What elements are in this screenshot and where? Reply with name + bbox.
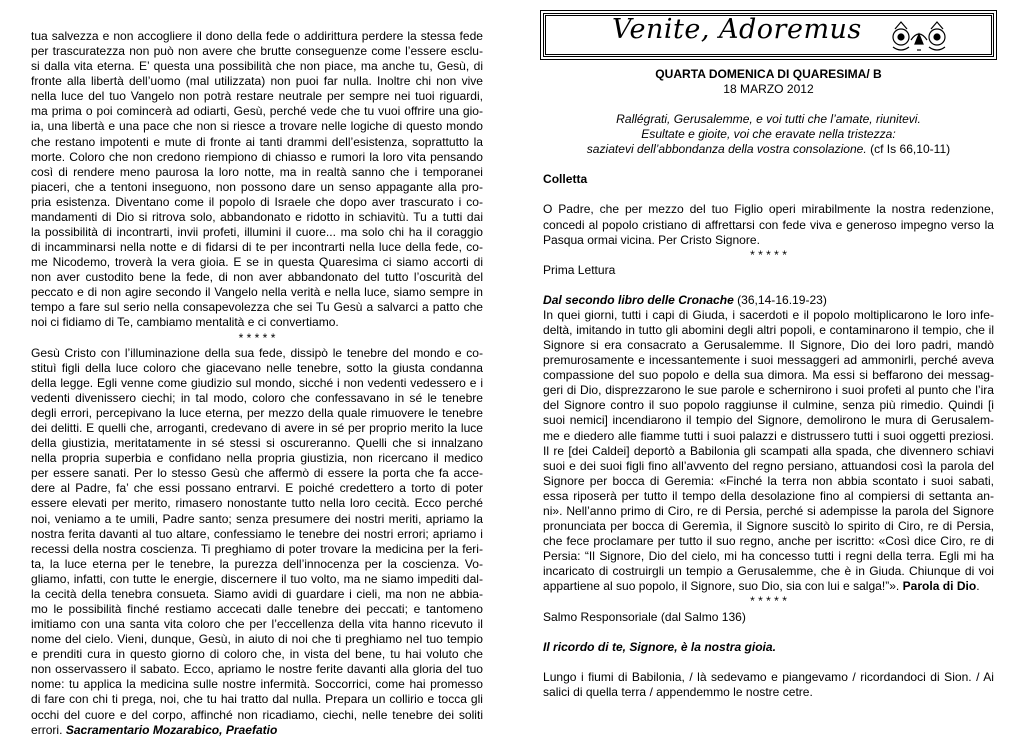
text-line: me Nicodemo, troverà la vera gioia. E se in questa Quaresima ci siamo accorti di xyxy=(31,255,483,270)
text-line: Il re [dei Caldei] deportò a Babilonia gli scampati alla spada, che divennero schiavi xyxy=(543,443,994,458)
text-line: per essere sanati. Per lo stesso Gesù che affermò di essere la porta che fa acce- xyxy=(31,466,483,481)
last-line-text: errori. xyxy=(31,722,66,737)
text-line: peccato e di non agire secondo il Vangelo nella verità e nella luce, siamo sempre in xyxy=(31,285,483,300)
text-line: essa riposerà per tutto il tempo della desolazione fino al compiersi di settanta an- xyxy=(543,488,994,503)
antiphon-reference: (cf Is 66,10-11) xyxy=(866,142,951,157)
text-line: incaricato di costruirgli un tempio a Gerusalemme, che è in Giuda. Chiunque di voi xyxy=(543,564,994,579)
date: 18 MARZO 2012 xyxy=(723,82,814,97)
text-line: dere al Padre, fa’ che essi possano entrarvi. E poiché credettero a torto di poter xyxy=(31,481,483,496)
text-line: non aver custodito bene la fede, di non aver abbandonato del tutto l’oscurità del xyxy=(31,270,483,285)
reading-end-punct: . xyxy=(976,579,980,594)
prefatio-paragraph xyxy=(31,346,483,723)
text-line: così di rendere meno paurosa la loro notte, ma in realtà sanno che i temporanei xyxy=(31,164,483,179)
text-line: gliamo, infatti, con tutte le energie, discernere il tuo volto, ma ne siamo impediti dal- xyxy=(31,571,483,586)
text-line: essere elevati per merito, rimasero nonostante tutto nella loro cecità. Ecco perché xyxy=(31,496,483,511)
text-line: dei delitti. E quelli che, arroganti, credevano di avere in sé per proprio merito la luce xyxy=(31,421,483,436)
salmo-label: Salmo Responsoriale (dal Salmo 136) xyxy=(543,609,746,624)
text-line: che fece proclamare per tutto il suo regno, anche per iscritto: «Così dice Ciro, re di xyxy=(543,534,994,549)
colletta-heading: Colletta xyxy=(543,172,588,187)
text-line: noi, veniamo a te umili, Padre santo; senza presumere dei nostri meriti, apriamo la xyxy=(31,511,483,526)
text-line: ma prima o poi comincerà ad odiarti, Gesù, perché vede che tu vuoi offrire una gio- xyxy=(31,104,483,119)
text-line: la cecità della tenebra consueta. Siamo avidi di guardare i cieli, ma non ne abbia- xyxy=(31,586,483,601)
text-line: di incamminarsi nella notte e di fidarsi di te per incontrarti nella luce della fede, co- xyxy=(31,240,483,255)
salmo-refrain: Il ricordo di te, Signore, è la nostra gioia. xyxy=(543,639,776,654)
text-line: piaceri, che a tentoni inseguono, non possono dare un senso appagante alla pro- xyxy=(31,179,483,194)
text-line: della giustizia, meritatamente in sé stessi si oscureranno. Quelli che si innalzano xyxy=(31,436,483,451)
prima-lettura-label: Prima Lettura xyxy=(543,262,616,277)
text-line: premurosamente e incessantemente i suoi messaggeri ad ammonirli, perché aveva xyxy=(543,353,994,368)
text-line: ni». Nell’anno primo di Ciro, re di Persia, perché si adempisse la parola del Signore xyxy=(543,503,994,518)
text-line: nella propria superbia e confidano nella propria giustizia, non ricercano il medico xyxy=(31,451,483,466)
masthead xyxy=(543,13,994,57)
text-line: me e diedero alle fiamme tutti i suoi palazzi e distrussero tutti i suoi oggetti preziosi. xyxy=(543,428,994,443)
text-line: In quei giorni, tutti i capi di Giuda, i sacerdoti e il popolo moltiplicarono le loro infe- xyxy=(543,307,994,322)
section-separator: * * * * * xyxy=(750,247,787,262)
text-line: del Signore contro il suo popolo raggiunse il culmine, senza più rimedio. Quindi [i xyxy=(543,398,994,413)
reading-last-text: appartiene al suo popolo, il Signore, suo Dio, sia con lui e salga!”». xyxy=(543,579,903,594)
text-line: mandamenti di Dio si ritrova solo, abbandonato e ridotto in schiavitù. Tu a tutti dai xyxy=(31,209,483,224)
text-line: per trascuratezza non può non avere che brutte conseguenze come l’essere esclu- xyxy=(31,44,483,59)
salmo-text xyxy=(543,670,994,700)
text-line: geri di Dio, disprezzarono le sue parole e schernirono i suoi profeti al punto che l’ira xyxy=(543,383,994,398)
reading-last-line xyxy=(543,579,994,594)
text-line: stituì figli della luce coloro che giacevano nelle tenebre, sotto la giusta condanna xyxy=(31,360,483,375)
text-line: di fare con chi ti prega, noi, che tu hai tratto dal nulla. Prepara un collirio e tocca gli xyxy=(31,692,483,707)
ornamental-emblem-icon xyxy=(887,20,951,58)
text-line: tempo a fare sul serio nella consapevolezza che sei Tu Gesù a salvarci a patto che xyxy=(31,300,483,315)
text-line: fronte alla libertà dell’uomo (mal utilizzata) non puoi far nulla. Inoltre chi non vive xyxy=(31,74,483,89)
antiphon-line xyxy=(543,142,994,157)
text-line: si dalla vita eterna. E’ questa una possibilità che non piace, ma anche tu, Gesù, di xyxy=(31,59,483,74)
text-line: pria esistenza. Diventano come il popolo di Israele che dopo aver trascurato i co- xyxy=(31,194,483,209)
text-line: mo le possibilità finché restiamo accecati dalle tenebre dei peccati; e tantomeno xyxy=(31,601,483,616)
text-line: vedenti divenissero ciechi; in tal modo, coloro che confessavano in sé le tenebre xyxy=(31,390,483,405)
text-line: ta, la luce eterna per le tenebre, la purezza dell’innocenza per la coscienza. Vo- xyxy=(31,556,483,571)
text-line: compassione del suo popolo e della sua dimora. Ma essi si beffarono dei messag- xyxy=(543,368,994,383)
text-line: degli errori, percepivano la luce eterna, per mezzo della quale rimuovere le tenebre xyxy=(31,405,483,420)
masthead-title: Venite, Adoremus xyxy=(612,14,862,45)
text-line: e prenditi cura in questo giorno di coloro che, in vista del bene, tu hai voluto che xyxy=(31,647,483,662)
text-line: occhi del cuore e del corpo, affinché non ricadiamo, ciechi, nelle tenebre dei soliti xyxy=(31,707,483,722)
text-line: nome del cielo. Vieni, dunque, Gesù, in aiuto di noi che ti preghiamo nel tuo tempio xyxy=(31,632,483,647)
reading-text xyxy=(543,308,994,579)
text-line: Pasqua ormai vicina. Per Cristo Signore. xyxy=(543,232,760,247)
antiphon-text: saziatevi dell’abbondanza della vostra consolazione. xyxy=(586,142,867,157)
source-citation: Sacramentario Mozarabico, Praefatio xyxy=(65,722,278,737)
antiphon-line: Esultate e gioite, voi che eravate nella tristezza: xyxy=(641,127,896,142)
text-line: nome: tu applica la medicina sulle nostre infermità. Soccorrici, come hai promesso xyxy=(31,677,483,692)
text-line: suoi e dei suoi figli fino all’avvento del regno persiano, attuandosi così la parola del xyxy=(543,458,994,473)
right-column xyxy=(543,13,994,700)
occasion-title: QUARTA DOMENICA DI QUARESIMA/ B xyxy=(655,67,882,81)
text-line: salici di quella terra / appendemmo le nostre cetre. xyxy=(543,684,813,699)
text-line: pronunciata per bocca di Geremìa, il Signore suscitò lo spirito di Ciro, re di Persia, xyxy=(543,519,994,534)
text-line: concedi al popolo cristiano di affrettarsi con fede viva e generoso impegno verso la xyxy=(543,217,994,232)
text-line: noi ci fidiamo di Te, cambiamo mentalità e ci convertiamo. xyxy=(31,315,339,330)
text-line: Signore per bocca di Geremia: «Finché la terra non abbia scontato i suoi sabati, xyxy=(543,473,994,488)
text-line: Signore si era consacrato a Gerusalemme. Il Signore, Dio dei loro padri, mandò xyxy=(543,338,994,353)
reflection-paragraph xyxy=(31,29,483,331)
section-separator: * * * * * xyxy=(238,330,276,345)
text-line: Lungo i fiumi di Babilonia, / là sedevamo e piangevamo / ricordandoci di Sion. / Ai xyxy=(543,669,994,684)
colletta-text xyxy=(543,202,994,247)
text-line: suoi nemici] incendiarono il tempio del Signore, demolirono le mura di Gerusalem- xyxy=(543,413,994,428)
text-line: Persia: “Il Signore, Dio del cielo, mi ha concesso tutti i regni della terra. Egli mi ha xyxy=(543,549,994,564)
text-line: tua salvezza e non accogliere il dono della fede o addirittura perdere la stessa fede xyxy=(31,29,483,43)
text-line: non osservassero il sabato. Ecco, apriamo le nostre ferite davanti alla gloria del tuo xyxy=(31,662,483,677)
reading-reference: (36,14-16.19-23) xyxy=(733,292,827,307)
text-line: nostra ferita davanti al tuo altare, confessiamo le tenebre dei nostri errori; apriamo i xyxy=(31,526,483,541)
text-line: della legge. Egli venne come giudizio sul mondo, sicché i non vedenti vedessero e i xyxy=(31,375,483,390)
antiphon-line: Rallégrati, Gerusalemme, e voi tutti che l’amate, riunitevi. xyxy=(616,112,921,127)
text-line: Gesù Cristo con l’illuminazione della sua fede, dissipò le tenebre del mondo e co- xyxy=(31,345,483,360)
parola-di-dio: Parola di Dio xyxy=(902,579,977,594)
reading-title: Dal secondo libro delle Cronache xyxy=(543,292,734,307)
text-line: la possibilità di incontrarti, invii profeti, illumini il cuore... ma solo chi ha il coraggio xyxy=(31,225,483,240)
text-line: deltà, imitando in tutto gli abomini degli altri popoli, e contaminarono il tempio, che il xyxy=(543,323,994,338)
text-line: che restano impotenti e mute di fronte ai tanti drammi dell’esistenza, soprattutto la xyxy=(31,134,483,149)
text-line: imitiamo con una santa vita coloro che per l’eccellenza della vita hanno ricevuto il xyxy=(31,617,483,632)
text-line: ia, una libertà e una pace che non si riesce a trovare nelle logiche di questo mondo xyxy=(31,119,483,134)
reading-heading xyxy=(543,293,994,308)
section-separator: * * * * * xyxy=(750,594,787,609)
text-line: nella luce del tuo Vangelo non potrà restare neutrale per sempre nei tuoi riguardi, xyxy=(31,89,483,104)
text-line: morte. Coloro che non credono riempiono di chiasso e rumori la loro vita pensando xyxy=(31,149,483,164)
text-line: O Padre, che per mezzo del tuo Figlio operi mirabilmente la nostra redenzione, xyxy=(543,202,994,217)
left-column xyxy=(31,29,483,738)
text-line: recessi della nostra coscienza. Ti preghiamo di poter trovare la medicina per la feri- xyxy=(31,541,483,556)
